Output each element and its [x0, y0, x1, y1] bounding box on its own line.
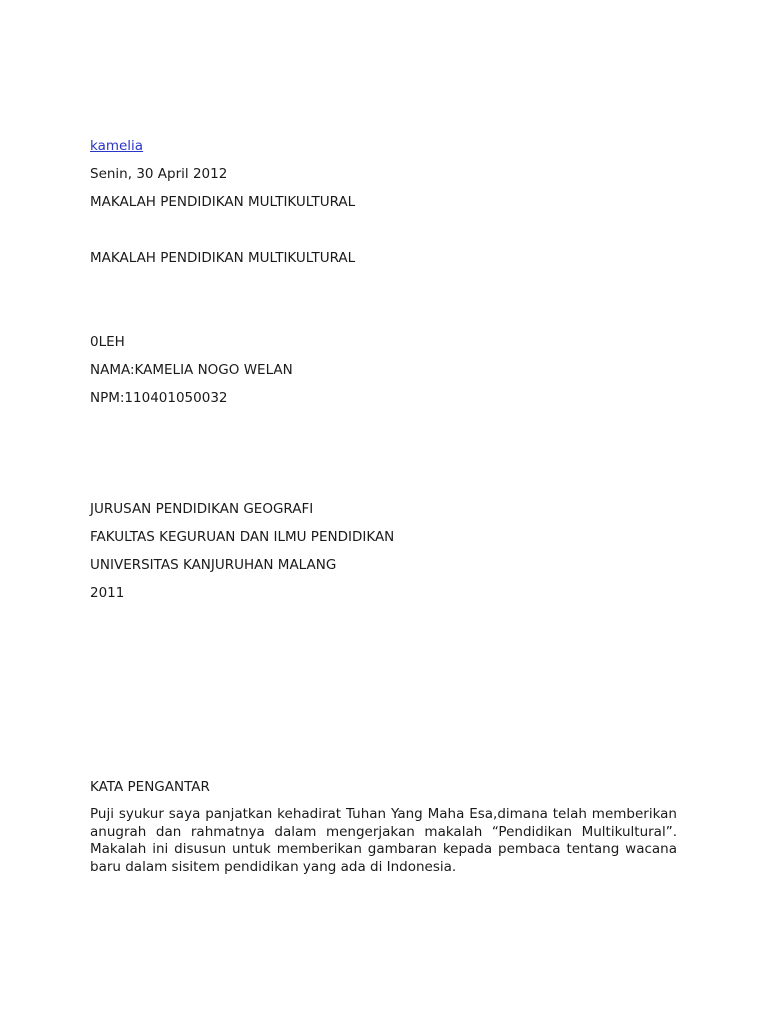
by-label: 0LEH [90, 334, 125, 350]
university: UNIVERSITAS KANJURUHAN MALANG [90, 557, 337, 573]
department: JURUSAN PENDIDIKAN GEOGRAFI [90, 501, 314, 517]
paper-title: MAKALAH PENDIDIKAN MULTIKULTURAL [90, 250, 356, 266]
preface-paragraph: Puji syukur saya panjatkan kehadirat Tuhan Yang Maha Esa,dimana telah memberikan anugrah dan rahmatnya dalam mengerjakan makalah “Pendidikan Multikultural”. Makalah ini disusun untuk memberikan gambaran kepada pembaca tentang wacana baru dalam sisitem pendidikan yang ada di Indonesia. [90, 806, 677, 875]
author-name: NAMA:KAMELIA NOGO WELAN [90, 362, 293, 378]
faculty: FAKULTAS KEGURUAN DAN ILMU PENDIDIKAN [90, 529, 395, 545]
year: 2011 [90, 585, 125, 601]
preface-heading: KATA PENGANTAR [90, 779, 210, 795]
author-link[interactable]: kamelia [90, 138, 144, 154]
post-date: Senin, 30 April 2012 [90, 166, 228, 182]
student-id: NPM:110401050032 [90, 390, 228, 406]
post-title: MAKALAH PENDIDIKAN MULTIKULTURAL [90, 194, 356, 210]
